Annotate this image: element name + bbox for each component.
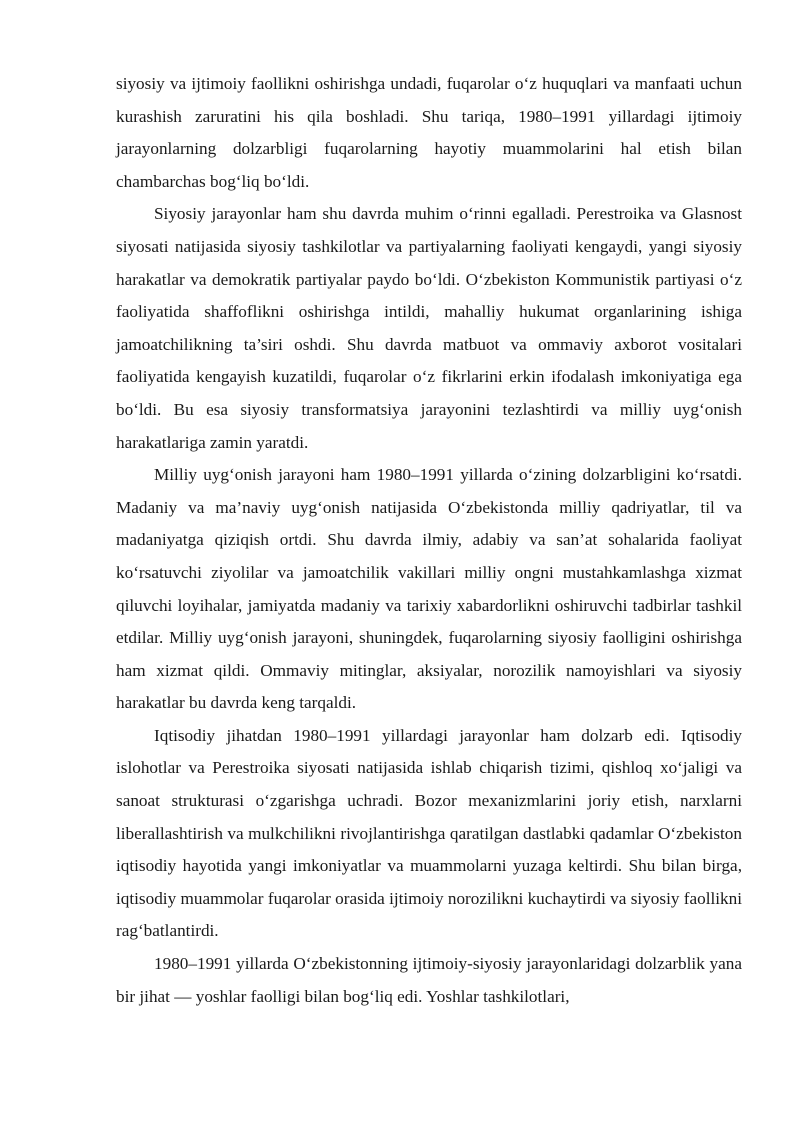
paragraph-youth-activity: 1980–1991 yillarda O‘zbekistonning ijtimoiy-siyosiy jarayonlaridagi dolzarblik yana bir jihat — yoshlar faolligi bilan bog‘liq edi. Yoshlar tashkilotlari, — [116, 954, 742, 1006]
paragraph-political-processes: Siyosiy jarayonlar ham shu davrda muhim o‘rinni egalladi. Perestroika va Glasnost siyosati natijasida siyosiy tashkilotlar va partiyalarning faoliyati kengaydi, yangi siyosiy harakatlar va demokratik partiyalar paydo bo‘ldi. O‘zbekiston Kommunistik partiyasi o‘z faoliyatida shaffoflikni oshirishga intildi, mahalliy hukumat organlarining ishiga jamoatchilikning ta’siri oshdi. Shu davrda matbuot va ommaviy axborot vositalari faoliyatida kengayish kuzatildi, fuqarolar o‘z fikrlarini erkin ifodalash imkoniyatiga ega bo‘ldi. Bu esa siyosiy transformatsiya jarayonini tezlashtirdi va milliy uyg‘onish harakatlariga zamin yaratdi. — [116, 204, 742, 452]
paragraph-economic-processes: Iqtisodiy jihatdan 1980–1991 yillardagi jarayonlar ham dolzarb edi. Iqtisodiy islohotlar va Perestroika siyosati natijasida ishlab chiqarish tizimi, qishloq xo‘jaligi va sanoat strukturasi o‘zgarishga uchradi. Bozor mexanizmlarini joriy etish, narxlarni liberallashtirish va mulkchilikni rivojlantirishga qaratilgan dastlabki qadamlar O‘zbekiston iqtisodiy hayotida yangi imkoniyatlar va muammolarni yuzaga keltirdi. Shu bilan birga, iqtisodiy muammolar fuqarolar orasida ijtimoiy norozilikni kuchaytirdi va siyosiy faollikni rag‘batlantirdi. — [116, 725, 742, 941]
paragraph-social-processes: siyosiy va ijtimoiy faollikni oshirishga undadi, fuqarolar o‘z huquqlari va manfaati uchun kurashish zaruratini his qila boshladi. Shu tariqa, 1980–1991 yillardagi ijtimoiy jarayonlarning dolzarbligi fuqarolarning hayotiy muammolarini hal etish bilan chambarchas bog‘liq bo‘ldi. — [116, 74, 742, 191]
document-page — [116, 68, 742, 1013]
paragraph-national-awakening: Milliy uyg‘onish jarayoni ham 1980–1991 yillarda o‘zining dolzarbligini ko‘rsatdi. Madaniy va ma’naviy uyg‘onish natijasida O‘zbekistonda milliy qadriyatlar, til va madaniyatga qiziqish ortdi. Shu davrda ilmiy, adabiy va san’at sohalarida faoliyat ko‘rsatuvchi ziyolilar va jamoatchilik vakillari milliy ongni mustahkamlashga xizmat qiluvchi loyihalar, jamiyatda madaniy va tarixiy xabardorlikni oshiruvchi tadbirlar tashkil etdilar. Milliy uyg‘onish jarayoni, shuningdek, fuqarolarning siyosiy faolligini oshirishga ham xizmat qildi. Ommaviy mitinglar, aksiyalar, norozilik namoyishlari va siyosiy harakatlar bu davrda keng tarqaldi. — [116, 465, 742, 713]
